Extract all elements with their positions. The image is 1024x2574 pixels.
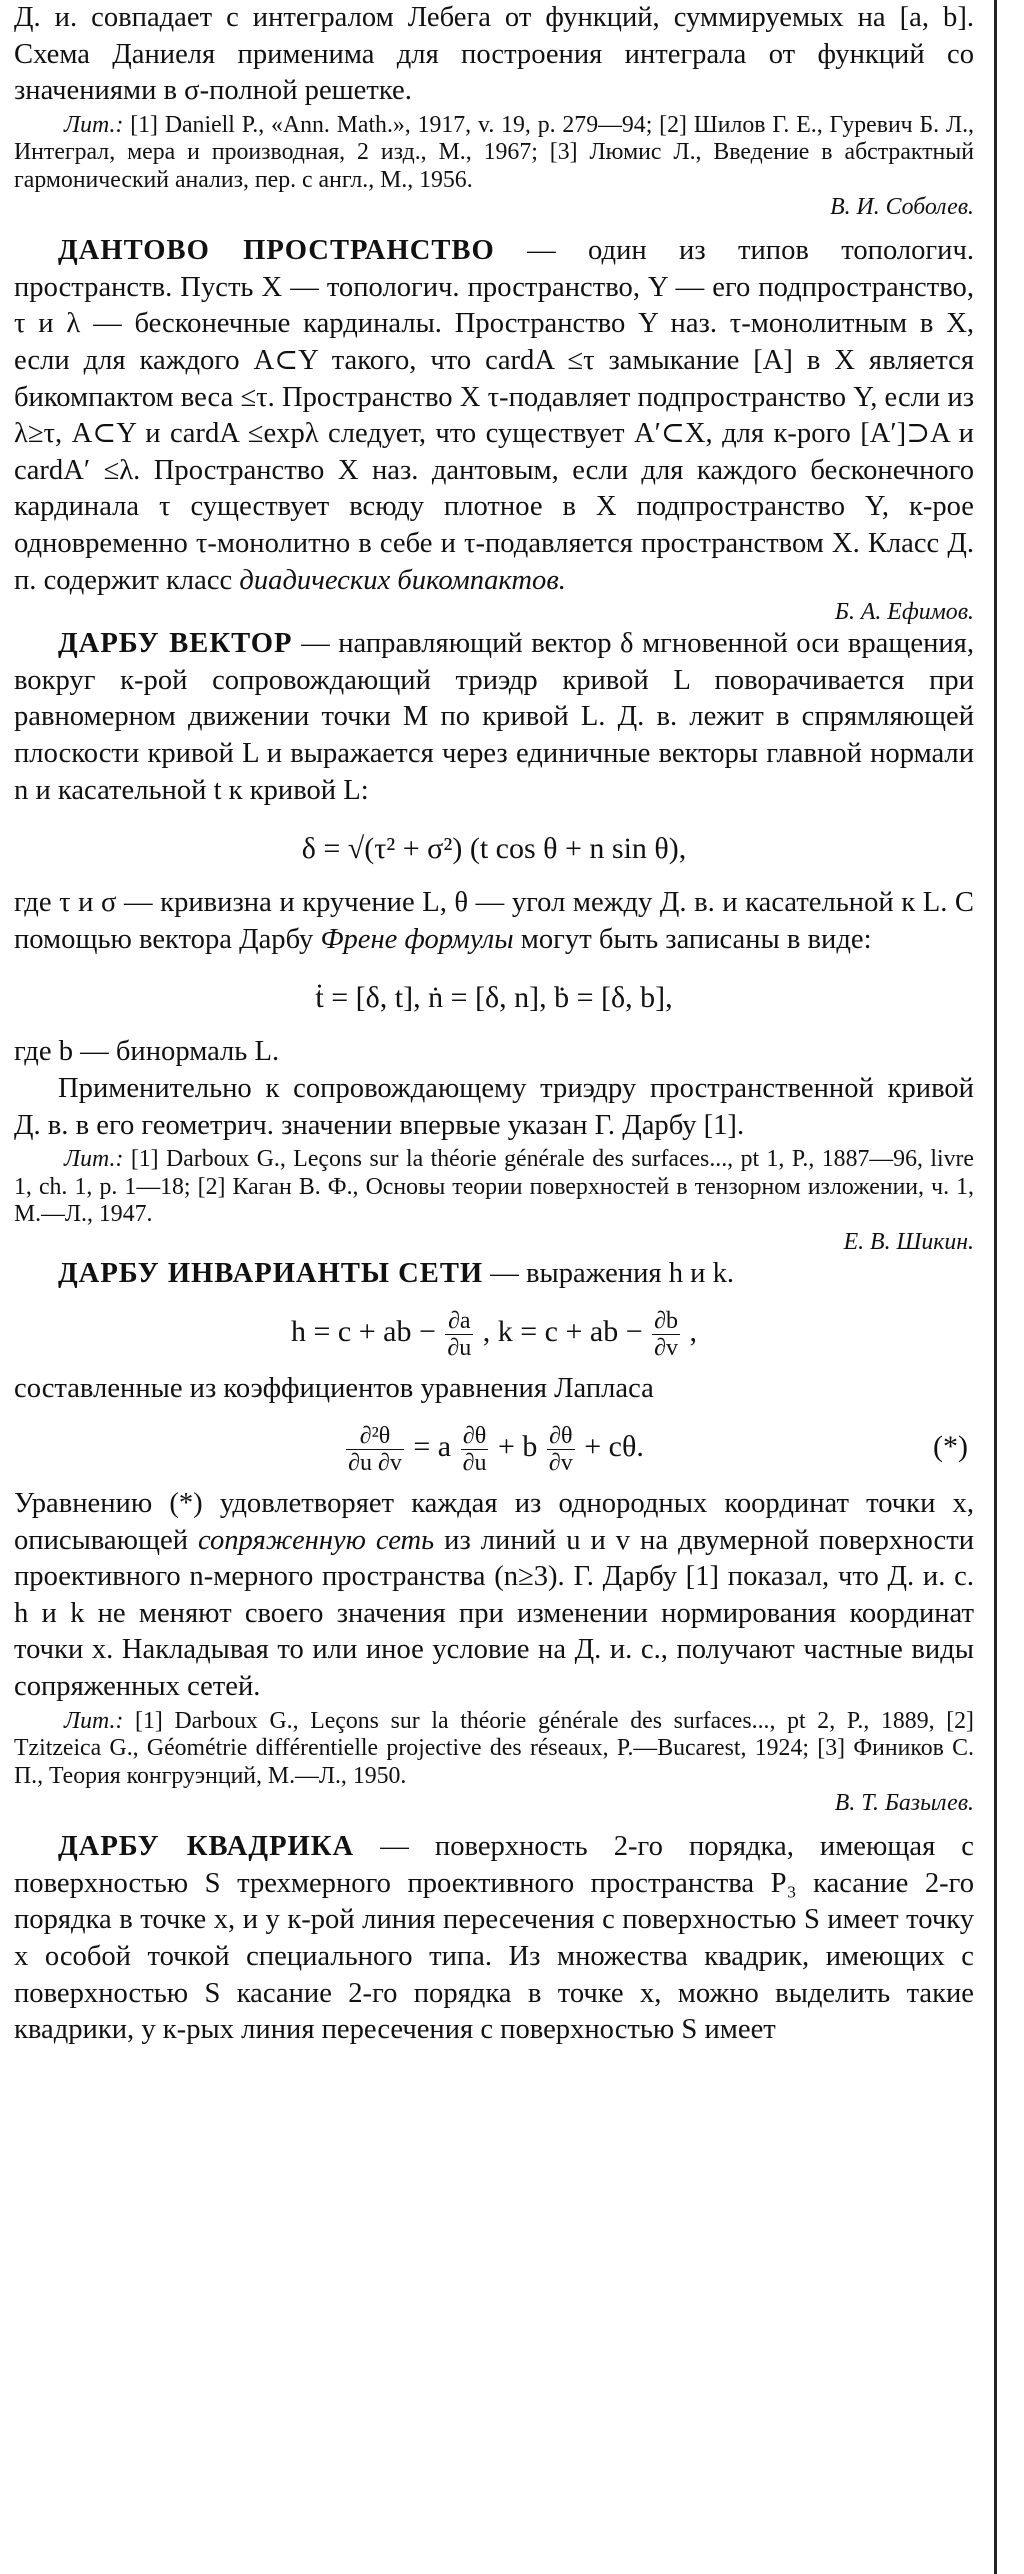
- lit-text: [1] Daniell P., «Ann. Math.», 1917, v. 19, p. 279—94; [2] Шилов Г. Е., Гуревич Б. Л., Интеграл, мера и производная, 2 изд., М., 1967; [3] Люмис Л., Введение в абстрактный гармонический анализ, пер. с англ., М., 1956.: [14, 111, 974, 193]
- frac-dtheta-dv: [547, 1423, 575, 1476]
- frac-num: ∂θ: [461, 1423, 489, 1450]
- formula-laplace: [14, 1421, 974, 1476]
- frac-den: ∂u: [462, 1450, 487, 1477]
- lap-eq: = a: [413, 1430, 452, 1464]
- darboux-vector-para: Применительно к сопровождающему триэдру пространственной кривой Д. в. в его геометрич. значении впервые указан Г. Дарбу [1].: [14, 1072, 974, 1141]
- formula-k: , k = c + ab −: [482, 1315, 643, 1349]
- conjugate-net-link: сопряженную сеть: [197, 1524, 435, 1556]
- formula-frenet: ṫ = [δ, t], ṅ = [δ, n], ḃ = [δ, b],: [315, 981, 673, 1015]
- darboux-invariants-literature: [14, 1708, 974, 1791]
- darboux-vector-author: Е. В. Шикин.: [843, 1228, 974, 1255]
- frac-dtheta-du: [461, 1423, 489, 1476]
- dantovo-author: Б. А. Ефимов.: [834, 599, 974, 626]
- lap-plus: + b: [497, 1430, 538, 1464]
- formula-end: ,: [689, 1315, 697, 1349]
- frac-d2theta: [346, 1423, 404, 1476]
- darboux-vector-after2: где b — бинормаль L.: [14, 1036, 280, 1068]
- frac-num: ∂a: [445, 1308, 473, 1335]
- frac-num: ∂θ: [547, 1423, 575, 1450]
- darboux-quadric-heading: ДАРБУ КВАДРИКА: [58, 1831, 355, 1863]
- frac-den: ∂u: [447, 1334, 472, 1361]
- frac-da-du: [445, 1308, 473, 1361]
- lit-label: Лит.:: [64, 1707, 124, 1734]
- lit-label: Лит.:: [64, 1146, 124, 1173]
- lit-text: [1] Darboux G., Leçons sur la théorie générale des surfaces..., pt 2, P., 1889, [2] Tzitzeica G., Géométrie différentielle projective des réseaux, P.—Bucarest, 1924; [3] Фиников С. П., Теория конгруэнций, М.—Л., 1950.: [14, 1707, 974, 1789]
- after1-text: где τ и σ — кривизна и кручение L, θ — угол между Д. в. и касательной к L. С помощью вектора Дарбу: [14, 887, 974, 955]
- dantovo-article: [14, 233, 974, 599]
- darboux-invariants-between: составленные из коэффициентов уравнения Лапласа: [14, 1372, 654, 1404]
- darboux-invariants-text2: [14, 1486, 974, 1706]
- formula-h: h = c + ab −: [291, 1315, 436, 1349]
- frac-num: ∂b: [654, 1307, 678, 1334]
- darboux-vector-after1: [14, 885, 974, 958]
- darboux-invariants-author: В. Т. Базылев.: [834, 1790, 974, 1817]
- dantovo-heading: ДАНТОВО ПРОСТРАНСТВО: [58, 235, 495, 267]
- text2a: Уравнению (*) удовлетворяет каждая из однородных координат точки x, описывающей: [14, 1488, 974, 1556]
- darboux-vector-text: — направляющий вектор δ мгновенной оси вращения, вокруг к-рой сопровождающий триэдр кривой L поворачивается при равномерном движении точки M по кривой L. Д. в. лежит в спрямляющей плоскости кривой L и выражается через единичные векторы главной нормали n и касательной t к кривой L:: [14, 628, 974, 806]
- lit-text: [1] Darboux G., Leçons sur la théorie générale des surfaces..., pt 1, P., 1887—96, livre 1, ch. 1, p. 1—18; [2] Каган В. Ф., Основы теории поверхностей в тензорном изложении, ч. 1, М.—Л., 1947.: [14, 1146, 974, 1228]
- column-rule: [994, 0, 997, 2574]
- lap-end: + cθ.: [584, 1430, 644, 1464]
- text-column: [14, 0, 974, 2049]
- darboux-quadric-article: [14, 1829, 974, 2049]
- frac-db-dv: [652, 1308, 680, 1361]
- text2b: из линий u и v на двумерной поверхности проективного n-мерного пространства (n≥3). Г. Дарбу [1] показал, что Д. и. с. h и k не меняют своего значения при изменении нормирования координат точки x. Накладывая то или иное условие на Д. и. с., получают частные виды сопряженных сетей.: [14, 1524, 975, 1703]
- intro-literature: [14, 112, 974, 195]
- frac-den: ∂v: [654, 1334, 678, 1361]
- frenet-link: Френе формулы: [320, 923, 514, 955]
- darboux-vector-article: [14, 626, 974, 809]
- frac-num: ∂²θ: [346, 1423, 404, 1450]
- darboux-vector-heading: ДАРБУ ВЕКТОР: [58, 628, 293, 660]
- intro-paragraph: Д. и. совпадает с интегралом Лебега от функций, суммируемых на [a, b]. Схема Даниеля применима для построения интеграла от функций со значениями в σ-полной решетке.: [14, 2, 974, 107]
- formula-hk: [14, 1306, 974, 1361]
- darboux-quadric-text: — поверхность 2-го порядка, имеющая с поверхностью S трехмерного проективного пространства P₃ касание 2-го порядка в точке x, и у к-рой линия пересечения с поверхностью S имеет точку x особой точкой специального типа. Из множества квадрик, имеющих с поверхностью S касание 2-го порядка в точке x, можно выделить такие квадрики, у к-рых линия пересечения с поверхностью S имеет: [14, 1831, 974, 2046]
- after1-tail: могут быть записаны в виде:: [513, 923, 872, 955]
- dantovo-italic: диадических бикомпактов.: [239, 564, 566, 596]
- lit-label: Лит.:: [64, 111, 124, 138]
- darboux-invariants-text: — выражения h и k.: [483, 1257, 735, 1289]
- dantovo-text: — один из типов топологич. пространств. Пусть X — топологич. пространство, Y — его подпространство, τ и λ — бесконечные кардиналы. Пространство Y наз. τ-монолитным в X, если для каждого A⊂Y такого, что cardA ≤τ замыкание [A] в X является бикомпактом веса ≤τ. Пространство X τ-подавляет подпространство Y, если из λ≥τ, A⊂Y и cardA ≤expλ следует, что существует A′⊂X, для к-рого [A′]⊃A и cardA′ ≤λ. Пространство X наз. дантовым, если для каждого бесконечного кардинала τ существует всюду плотное в X подпространство Y, к-рое одновременно τ-монолитно в себе и τ-подавляется пространством X. Класс Д. п. содержит класс: [14, 235, 974, 596]
- darboux-vector-literature: [14, 1146, 974, 1229]
- frac-den: ∂u ∂v: [348, 1450, 402, 1477]
- darboux-invariants-article: [14, 1256, 974, 1293]
- intro-author: В. И. Соболев.: [830, 194, 974, 221]
- equation-number: (*): [933, 1430, 968, 1464]
- formula-delta: δ = √(τ² + σ²) (t cos θ + n sin θ),: [301, 832, 687, 866]
- darboux-invariants-heading: ДАРБУ ИНВАРИАНТЫ СЕТИ: [58, 1257, 484, 1289]
- frac-den: ∂v: [548, 1450, 573, 1477]
